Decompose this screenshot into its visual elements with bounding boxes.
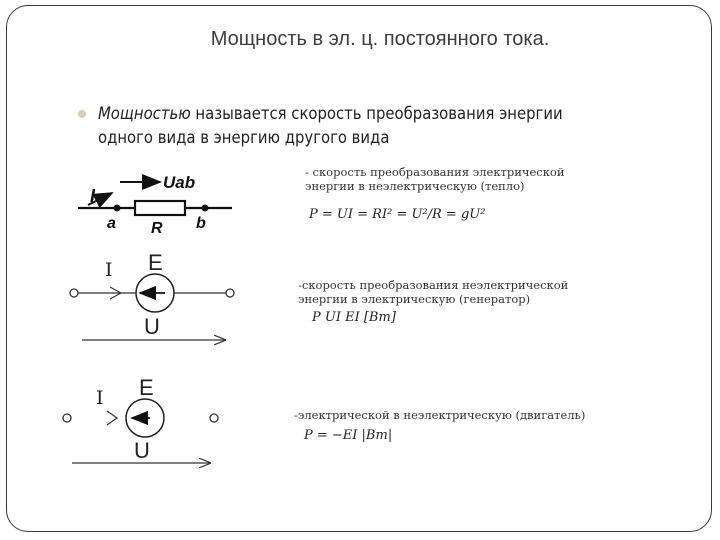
resistor-circuit (78, 173, 232, 237)
heat-note-line2: энергии в неэлектрическую (тепло) (305, 179, 525, 193)
generator-note-line1: -скорость преобразования неэлектрической (298, 278, 569, 292)
motor-emf-label: E (139, 375, 154, 400)
motor-circuit (63, 375, 218, 463)
motor-note (294, 408, 585, 422)
resistor-voltage-label: Uab (163, 173, 196, 192)
generator-voltage-label: U (144, 314, 160, 339)
generator-note (298, 278, 568, 306)
node-a-label: a (107, 215, 116, 232)
heat-note (305, 165, 565, 193)
generator-formula: P UI EI [Bm] (312, 310, 396, 325)
node-b-label: b (196, 215, 206, 232)
generator-current-label: I (105, 259, 113, 281)
motor-note-line1: -электрической в неэлектрическую (двигатель) (294, 408, 586, 422)
heat-formula: P = UI = RI² = U²/R = gU² (309, 207, 486, 222)
generator-emf-label: E (148, 250, 163, 275)
resistor-current-label: I (90, 186, 96, 206)
heat-note-line1: - скорость преобразования электрической (305, 165, 565, 179)
definition-rest: называется скорость преобразования энергии (190, 104, 563, 123)
definition-term: Мощностью (98, 104, 191, 123)
definition-line2: одного вида в энергию другого вида (98, 128, 390, 147)
motor-current-label: I (96, 387, 104, 409)
generator-note-line2: энергии в электрическую (генератор) (298, 292, 531, 306)
slide-title: Мощность в эл. ц. постоянного тока. (210, 28, 550, 50)
motor-formula: P = −EI |Bm| (304, 428, 393, 443)
generator-circuit (70, 250, 234, 340)
resistor-label: R (151, 220, 163, 237)
motor-voltage-label: U (134, 438, 150, 463)
